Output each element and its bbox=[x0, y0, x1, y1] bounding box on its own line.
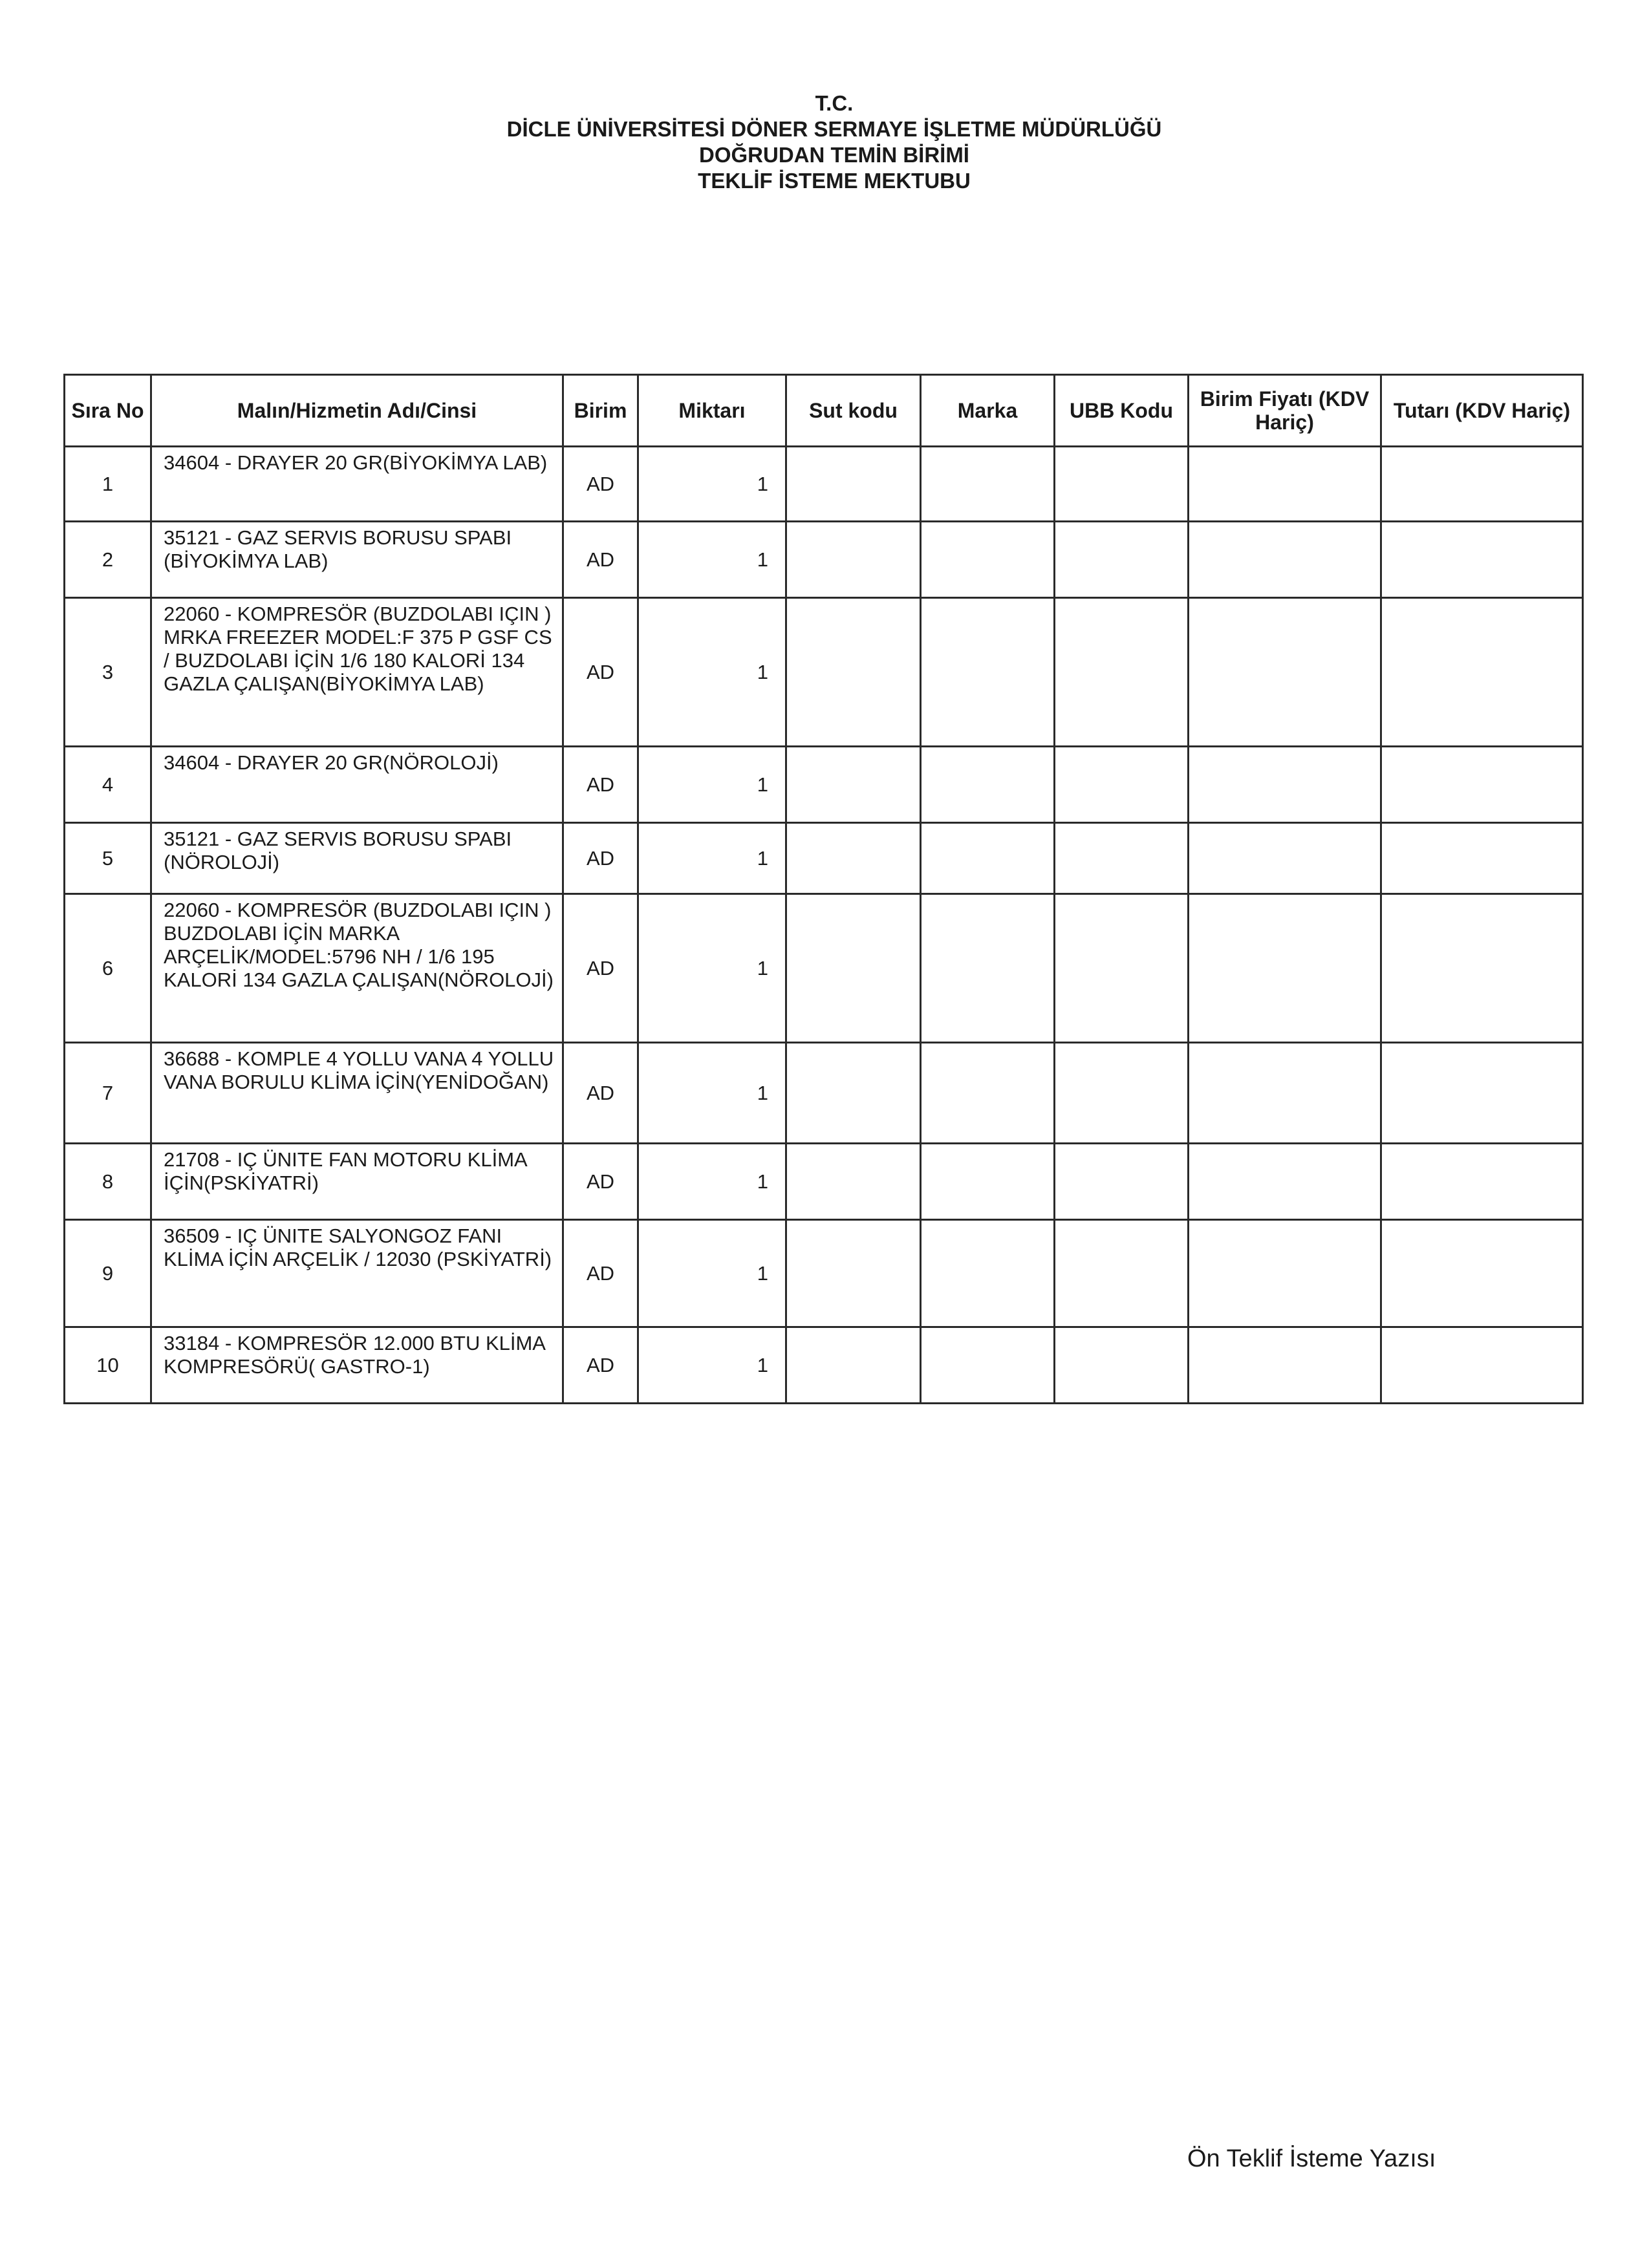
row-unit-price-cell bbox=[1189, 1144, 1381, 1220]
table-row bbox=[65, 823, 1583, 894]
row-no: 5 bbox=[65, 823, 151, 894]
row-total-cell bbox=[1381, 1043, 1583, 1144]
row-brand-cell bbox=[921, 1043, 1055, 1144]
row-brand-cell bbox=[921, 522, 1055, 598]
row-no: 7 bbox=[65, 1043, 151, 1144]
row-quantity: 1 bbox=[638, 747, 786, 823]
row-sut-code-cell bbox=[786, 894, 921, 1043]
row-brand-cell bbox=[921, 823, 1055, 894]
col-header-sira-no: Sıra No bbox=[65, 375, 151, 447]
table-row bbox=[65, 1220, 1583, 1327]
row-quantity: 1 bbox=[638, 1144, 786, 1220]
row-unit: AD bbox=[563, 1220, 638, 1327]
col-header-item-name: Malın/Hizmetin Adı/Cinsi bbox=[151, 375, 563, 447]
header-line-unit: DOĞRUDAN TEMİN BİRİMİ bbox=[699, 143, 969, 167]
col-header-quantity: Miktarı bbox=[638, 375, 786, 447]
items-table bbox=[63, 374, 1584, 1404]
row-unit: AD bbox=[563, 1327, 638, 1404]
row-unit: AD bbox=[563, 447, 638, 522]
row-no: 3 bbox=[65, 598, 151, 747]
row-ubb-code-cell bbox=[1055, 1327, 1189, 1404]
row-ubb-code-cell bbox=[1055, 447, 1189, 522]
row-unit-price-cell bbox=[1189, 598, 1381, 747]
row-item-name: 22060 - KOMPRESÖR (BUZDOLABI IÇIN ) BUZDOLABI İÇİN MARKA ARÇELİK/MODEL:5796 NH / 1/6 195 KALORİ 134 GAZLA ÇALIŞAN(NÖROLOJİ) bbox=[151, 894, 563, 1043]
row-unit-price-cell bbox=[1189, 1327, 1381, 1404]
row-total-cell bbox=[1381, 747, 1583, 823]
table-row bbox=[65, 1144, 1583, 1220]
col-header-sut-code: Sut kodu bbox=[786, 375, 921, 447]
row-unit: AD bbox=[563, 823, 638, 894]
row-no: 1 bbox=[65, 447, 151, 522]
table-row bbox=[65, 598, 1583, 747]
row-quantity: 1 bbox=[638, 1327, 786, 1404]
row-ubb-code-cell bbox=[1055, 1043, 1189, 1144]
row-sut-code-cell bbox=[786, 447, 921, 522]
row-total-cell bbox=[1381, 522, 1583, 598]
row-total-cell bbox=[1381, 598, 1583, 747]
footer-label: Ön Teklif İsteme Yazısı bbox=[1187, 2145, 1436, 2172]
header-line-title: TEKLİF İSTEME MEKTUBU bbox=[698, 169, 971, 193]
row-unit: AD bbox=[563, 522, 638, 598]
row-total-cell bbox=[1381, 1327, 1583, 1404]
row-quantity: 1 bbox=[638, 823, 786, 894]
row-brand-cell bbox=[921, 1144, 1055, 1220]
row-sut-code-cell bbox=[786, 1144, 921, 1220]
row-brand-cell bbox=[921, 447, 1055, 522]
row-brand-cell bbox=[921, 747, 1055, 823]
table-row bbox=[65, 747, 1583, 823]
row-ubb-code-cell bbox=[1055, 894, 1189, 1043]
row-no: 8 bbox=[65, 1144, 151, 1220]
row-unit-price-cell bbox=[1189, 823, 1381, 894]
row-ubb-code-cell bbox=[1055, 823, 1189, 894]
row-total-cell bbox=[1381, 447, 1583, 522]
row-item-name: 34604 - DRAYER 20 GR(BİYOKİMYA LAB) bbox=[151, 447, 563, 522]
row-sut-code-cell bbox=[786, 1220, 921, 1327]
row-brand-cell bbox=[921, 1220, 1055, 1327]
row-unit-price-cell bbox=[1189, 522, 1381, 598]
row-no: 2 bbox=[65, 522, 151, 598]
row-item-name: 36509 - IÇ ÜNITE SALYONGOZ FANI KLİMA İÇİN ARÇELİK / 12030 (PSKİYATRİ) bbox=[151, 1220, 563, 1327]
header-line-university: DİCLE ÜNİVERSİTESİ DÖNER SERMAYE İŞLETME MÜDÜRLÜĞÜ bbox=[506, 117, 1162, 141]
row-ubb-code-cell bbox=[1055, 747, 1189, 823]
row-unit-price-cell bbox=[1189, 1043, 1381, 1144]
row-unit: AD bbox=[563, 747, 638, 823]
row-no: 10 bbox=[65, 1327, 151, 1404]
col-header-brand: Marka bbox=[921, 375, 1055, 447]
row-brand-cell bbox=[921, 1327, 1055, 1404]
row-item-name: 35121 - GAZ SERVIS BORUSU SPABI (NÖROLOJİ) bbox=[151, 823, 563, 894]
row-unit: AD bbox=[563, 598, 638, 747]
row-sut-code-cell bbox=[786, 522, 921, 598]
row-quantity: 1 bbox=[638, 598, 786, 747]
col-header-total: Tutarı (KDV Hariç) bbox=[1381, 375, 1583, 447]
row-total-cell bbox=[1381, 1144, 1583, 1220]
row-item-name: 34604 - DRAYER 20 GR(NÖROLOJİ) bbox=[151, 747, 563, 823]
row-ubb-code-cell bbox=[1055, 598, 1189, 747]
row-quantity: 1 bbox=[638, 522, 786, 598]
row-quantity: 1 bbox=[638, 1220, 786, 1327]
col-header-ubb-code: UBB Kodu bbox=[1055, 375, 1189, 447]
row-ubb-code-cell bbox=[1055, 1220, 1189, 1327]
row-total-cell bbox=[1381, 1220, 1583, 1327]
row-ubb-code-cell bbox=[1055, 1144, 1189, 1220]
row-sut-code-cell bbox=[786, 1043, 921, 1144]
row-unit: AD bbox=[563, 1144, 638, 1220]
table-row bbox=[65, 1327, 1583, 1404]
col-header-unit: Birim bbox=[563, 375, 638, 447]
row-sut-code-cell bbox=[786, 823, 921, 894]
row-no: 6 bbox=[65, 894, 151, 1043]
table-row bbox=[65, 894, 1583, 1043]
row-unit: AD bbox=[563, 894, 638, 1043]
col-header-unit-price: Birim Fiyatı (KDV Hariç) bbox=[1189, 375, 1381, 447]
row-total-cell bbox=[1381, 894, 1583, 1043]
row-sut-code-cell bbox=[786, 598, 921, 747]
row-item-name: 33184 - KOMPRESÖR 12.000 BTU KLİMA KOMPRESÖRÜ( GASTRO-1) bbox=[151, 1327, 563, 1404]
row-unit-price-cell bbox=[1189, 894, 1381, 1043]
row-item-name: 22060 - KOMPRESÖR (BUZDOLABI IÇIN ) MRKA FREEZER MODEL:F 375 P GSF CS / BUZDOLABI İÇİN 1/6 180 KALORİ 134 GAZLA ÇALIŞAN(BİYOKİMYA LAB) bbox=[151, 598, 563, 747]
row-quantity: 1 bbox=[638, 1043, 786, 1144]
row-ubb-code-cell bbox=[1055, 522, 1189, 598]
row-item-name: 36688 - KOMPLE 4 YOLLU VANA 4 YOLLU VANA BORULU KLİMA İÇİN(YENİDOĞAN) bbox=[151, 1043, 563, 1144]
row-brand-cell bbox=[921, 894, 1055, 1043]
document-header bbox=[0, 91, 1649, 194]
row-unit-price-cell bbox=[1189, 447, 1381, 522]
row-unit-price-cell bbox=[1189, 1220, 1381, 1327]
row-no: 9 bbox=[65, 1220, 151, 1327]
row-sut-code-cell bbox=[786, 747, 921, 823]
table-header-row bbox=[65, 375, 1583, 447]
row-total-cell bbox=[1381, 823, 1583, 894]
row-no: 4 bbox=[65, 747, 151, 823]
table-row bbox=[65, 522, 1583, 598]
row-unit: AD bbox=[563, 1043, 638, 1144]
row-quantity: 1 bbox=[638, 447, 786, 522]
row-unit-price-cell bbox=[1189, 747, 1381, 823]
row-item-name: 21708 - IÇ ÜNITE FAN MOTORU KLİMA İÇİN(PSKİYATRİ) bbox=[151, 1144, 563, 1220]
row-sut-code-cell bbox=[786, 1327, 921, 1404]
header-line-tc: T.C. bbox=[815, 91, 854, 115]
row-brand-cell bbox=[921, 598, 1055, 747]
table-row bbox=[65, 447, 1583, 522]
table-row bbox=[65, 1043, 1583, 1144]
row-quantity: 1 bbox=[638, 894, 786, 1043]
row-item-name: 35121 - GAZ SERVIS BORUSU SPABI (BİYOKİMYA LAB) bbox=[151, 522, 563, 598]
